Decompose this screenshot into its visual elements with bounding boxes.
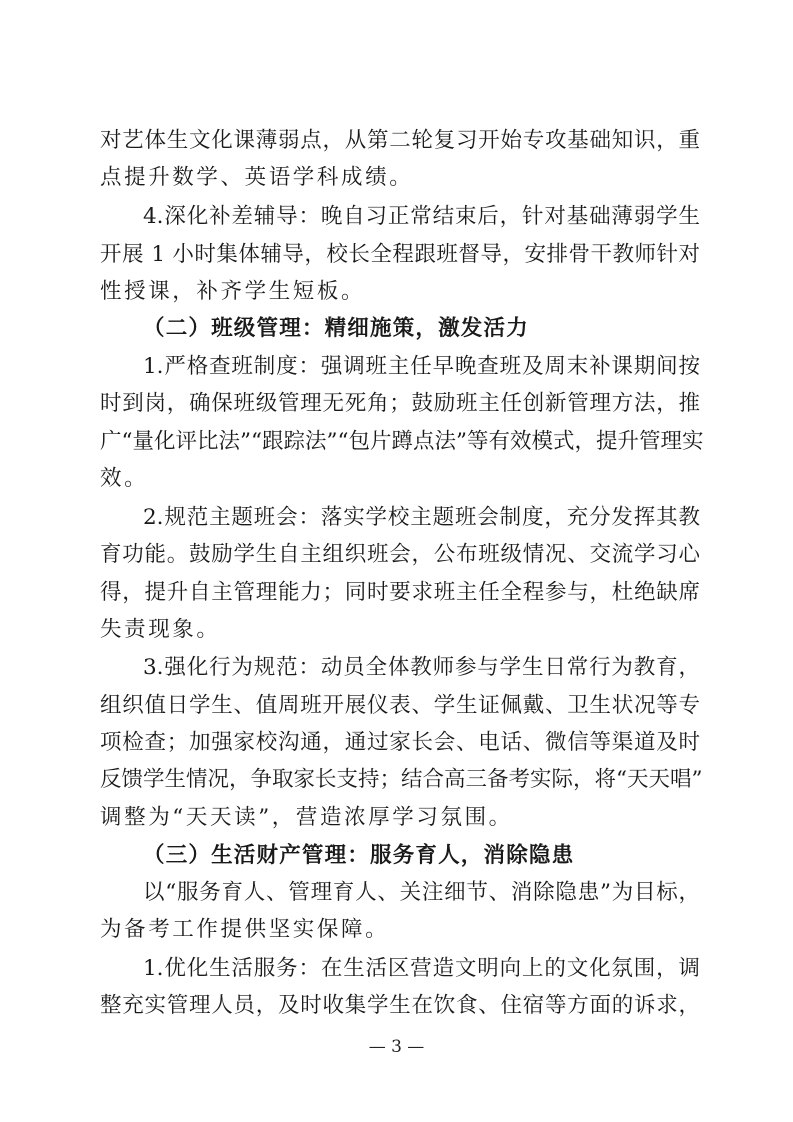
text-line: 1.优化生活服务：在生活区营造文明向上的文化氛围，调 (143, 956, 700, 981)
section-heading: （三）生活财产管理：服务育人，消除隐患 (143, 843, 575, 868)
text-line: 开展 1 小时集体辅导，校长全程跟班督导，安排骨干教师针对 (100, 242, 700, 267)
text-line: 1.严格查班制度：强调班主任早晚查班及周末补课期间按 (143, 354, 700, 379)
text-line: 以“服务育人、管理育人、关注细节、消除隐患”为目标， (143, 880, 700, 905)
text-line: 为备考工作提供坚实保障。 (100, 917, 390, 942)
text-line: 项检查；加强家校沟通，通过家长会、电话、微信等渠道及时 (100, 730, 700, 755)
text-line: 性授课，补齐学生短板。 (100, 279, 366, 304)
text-line: 调整为“天天读”，营造浓厚学习氛围。 (100, 805, 513, 830)
text-line: 效。 (100, 466, 149, 491)
text-line: 整充实管理人员，及时收集学生在饮食、住宿等方面的诉求， (100, 993, 700, 1018)
text-line: 对艺体生文化课薄弱点，从第二轮复习开始专攻基础知识，重 (100, 128, 700, 153)
text-line: 育功能。鼓励学生自主组织班会，公布班级情况、交流学习心 (100, 542, 700, 567)
text-line: 得，提升自主管理能力；同时要求班主任全程参与，杜绝缺席 (100, 580, 700, 605)
text-line: 广“量化评比法”“跟踪法”“包片蹲点法”等有效模式，提升管理实 (100, 429, 704, 454)
text-line: 4.深化补差辅导：晚自习正常结束后，针对基础薄弱学生 (143, 204, 700, 229)
text-line: 反馈学生情况，争取家长支持；结合高三备考实际，将“天天唱” (100, 767, 703, 792)
text-line: 失责现象。 (100, 617, 221, 642)
text-line: 3.强化行为规范：动员全体教师参与学生日常行为教育， (143, 655, 700, 680)
page-number: — 3 — (368, 1037, 425, 1057)
text-line: 时到岗，确保班级管理无死角；鼓励班主任创新管理方法，推 (100, 391, 700, 416)
section-heading: （二）班级管理：精细施策，激发活力 (143, 316, 529, 341)
text-line: 组织值日学生、值周班开展仪表、学生证佩戴、卫生状况等专 (100, 693, 700, 718)
text-line: 2.规范主题班会：落实学校主题班会制度，充分发挥其教 (143, 505, 700, 530)
text-line: 点提升数学、英语学科成绩。 (100, 165, 414, 190)
